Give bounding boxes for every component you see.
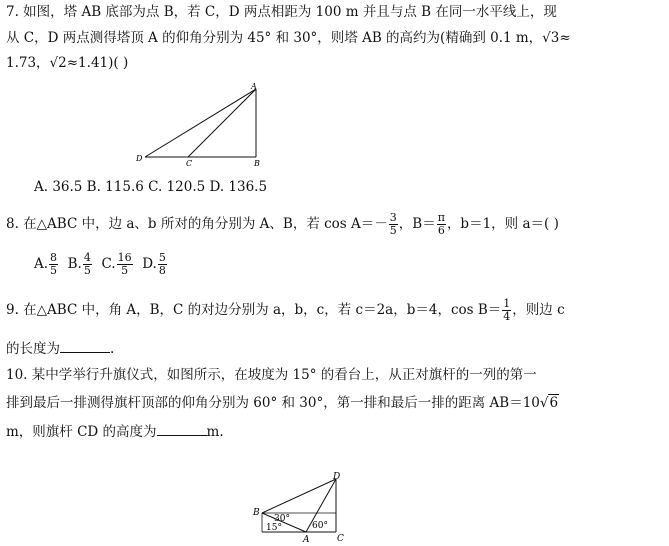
q8-stem (6, 211, 559, 237)
q8-option-a-num: 8 (50, 251, 58, 264)
q9-stem-pre: 9. 在△ABC 中，角 A，B，C 的对边分别为 a，b，c，若 c＝2a，b＝4，cos B＝ (6, 302, 502, 318)
q10-line-3-text: m，则旗杆 CD 的高度为 (6, 424, 157, 440)
q10-fig-label-c: C (337, 534, 344, 544)
q10-fig-label-a: A (303, 535, 310, 544)
q8-options (34, 251, 168, 277)
q10-figure (248, 472, 358, 544)
q8-option-b (67, 251, 93, 277)
q10-line-2-text: 排到最后一排测得旗杆顶部的仰角分别为 60° 和 30°，第一排和最后一排的距离 AB＝10 (6, 395, 540, 411)
q10-line-3 (6, 421, 224, 442)
q8-stem-pre: 8. 在△ABC 中，边 a、b 所对的角分别为 A、B，若 cos A＝－ (6, 216, 388, 232)
q8-option-a-den: 5 (50, 264, 58, 277)
q8-frac1-num: 3 (389, 211, 397, 224)
q8-fraction-cos (389, 212, 398, 237)
q8-frac2-num: π (437, 211, 445, 224)
q8-frac1-den: 5 (389, 224, 397, 237)
q9-line-2-text: 的长度为 (6, 341, 60, 357)
q8-option-d (142, 251, 168, 277)
q7-fig-label-a: A (251, 82, 257, 91)
q10-fig-label-b: B (253, 508, 260, 518)
q8-option-c-den: 5 (121, 264, 129, 277)
q10-line-2 (6, 393, 559, 413)
q7-fig-label-b: B (254, 159, 260, 168)
q9-fraction-cos (502, 298, 511, 323)
q10-fig-label-d: D (333, 472, 341, 482)
q7-fig-label-c: C (186, 159, 193, 168)
q8-option-c-label: C. (101, 256, 116, 272)
q10-sqrt-radicand: 6 (549, 395, 559, 411)
q8-option-a (34, 251, 59, 277)
q8-option-d-label: D. (142, 256, 157, 272)
q10-fig-angle-60: 60° (312, 521, 328, 531)
q9-stem (6, 297, 565, 323)
q10-fig-angle-30: 30° (274, 514, 290, 524)
q8-option-b-den: 5 (83, 264, 91, 277)
q8-option-b-label: B. (67, 256, 82, 272)
q8-option-d-den: 8 (158, 264, 166, 277)
q8-stem-mid: ，B＝ (398, 216, 436, 232)
q8-fraction-b (437, 212, 446, 237)
q7-options: A. 36.5 B. 115.6 C. 120.5 D. 136.5 (34, 179, 268, 195)
q9-frac-num: 1 (503, 297, 511, 310)
q8-frac2-den: 6 (437, 224, 445, 237)
q8-option-d-num: 5 (158, 251, 166, 264)
q10-line-3-end: m. (206, 424, 224, 440)
q10-sqrt: √6 (539, 395, 559, 411)
q7-line-2: 从 C，D 两点测得塔顶 A 的仰角分别为 45° 和 30°，则塔 AB 的高约为(精确到 0.1 m，√3≈ (6, 30, 571, 46)
q9-stem-post: ，则边 c (512, 302, 565, 318)
q8-stem-post: ，b＝1，则 a＝( ) (446, 216, 559, 232)
q7-figure (130, 80, 270, 172)
q7-line-3: 1.73，√2≈1.41)( ) (6, 55, 129, 71)
q9-line-2-end: . (110, 341, 115, 357)
q10-answer-blank (157, 421, 207, 436)
q7-line-1: 7. 如图，塔 AB 底部为点 B，若 C，D 两点相距为 100 m 并且与点 B 在同一水平线上，现 (6, 4, 557, 20)
q8-option-a-label: A. (34, 256, 49, 272)
q8-option-c-num: 16 (117, 251, 132, 264)
q8-option-b-num: 4 (83, 251, 91, 264)
q7-fig-label-d: D (136, 154, 143, 163)
q10-line-1: 10. 某中学举行升旗仪式，如图所示，在坡度为 15° 的看台上，从正对旗杆的一列的第一 (6, 367, 537, 383)
q9-frac-den: 4 (503, 310, 511, 323)
q8-option-c (101, 251, 133, 277)
q10-fig-angle-15: 15° (266, 523, 282, 533)
q9-line-2 (6, 338, 114, 359)
q9-answer-blank (60, 338, 110, 353)
